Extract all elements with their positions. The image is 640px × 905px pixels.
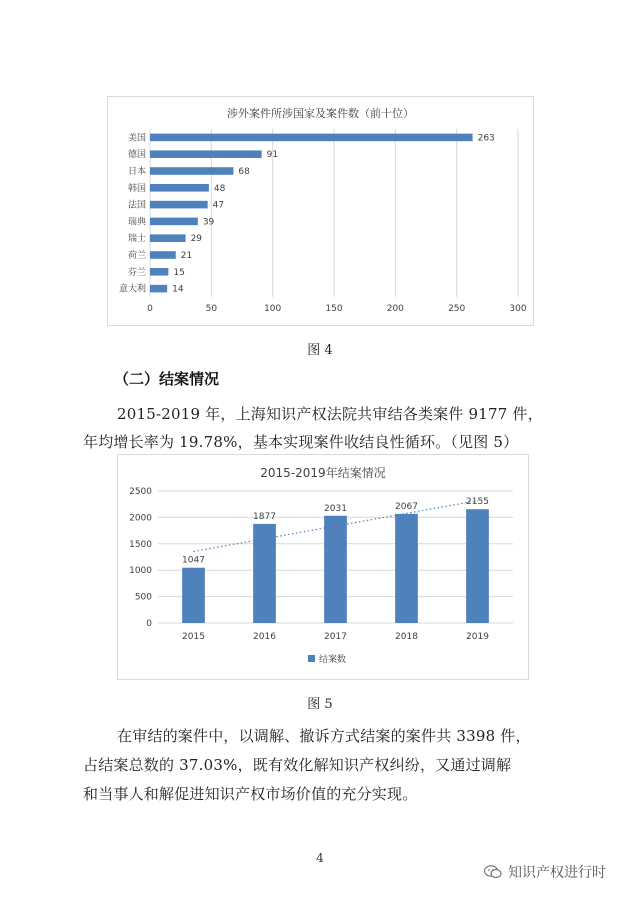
legend-label: 结案数 — [319, 655, 347, 665]
data-label: 14 — [172, 284, 184, 295]
data-label: 2067 — [395, 501, 418, 512]
x-tick-label: 100 — [264, 304, 282, 314]
x-tick-label: 250 — [448, 304, 466, 314]
bar — [150, 134, 473, 142]
bar — [150, 234, 186, 242]
column-chart-svg — [118, 455, 528, 679]
chart-title: 2015-2019年结案情况 — [260, 466, 386, 480]
page-number: 4 — [316, 851, 324, 865]
category-label: 芬兰 — [127, 267, 146, 278]
data-label: 2155 — [466, 497, 489, 508]
bar — [150, 268, 168, 276]
data-label: 39 — [202, 217, 215, 228]
chart-closed-cases — [117, 454, 529, 680]
y-tick-label: 1500 — [129, 539, 152, 550]
x-tick-label: 200 — [386, 304, 404, 314]
section-heading: （二）结案情况 — [114, 370, 220, 388]
data-label: 1047 — [182, 555, 205, 566]
data-label: 2031 — [324, 503, 347, 514]
y-tick-label: 0 — [146, 619, 152, 629]
x-tick-label: 150 — [325, 304, 343, 314]
x-tick-label: 300 — [509, 304, 527, 314]
category-label: 法国 — [127, 200, 146, 211]
paragraph-line: 2015-2019 年，上海知识产权法院共审结各类案件 9177 件， — [117, 405, 543, 423]
bar — [150, 201, 208, 209]
figure-caption-4: 图 4 — [307, 343, 333, 358]
bar — [150, 285, 167, 293]
bar — [150, 218, 198, 226]
x-tick-label: 2017 — [324, 632, 347, 642]
y-tick-label: 1000 — [129, 566, 152, 577]
category-label: 美国 — [127, 133, 146, 144]
data-label: 68 — [238, 167, 250, 177]
paragraph-line: 在审结的案件中，以调解、撤诉方式结案的案件共 3398 件， — [117, 727, 531, 745]
category-label: 瑞士 — [127, 234, 146, 245]
x-tick-label: 50 — [205, 304, 218, 314]
category-label: 荷兰 — [127, 251, 146, 261]
data-label: 21 — [180, 251, 193, 261]
wechat-icon — [484, 865, 502, 879]
y-tick-label: 2000 — [129, 513, 152, 524]
chart-title: 涉外案件所涉国家及案件数（前十位） — [227, 107, 414, 120]
bar — [324, 516, 347, 623]
bar — [395, 514, 418, 623]
category-label: 意大利 — [118, 284, 146, 295]
bar — [150, 184, 209, 192]
legend-swatch — [308, 655, 315, 662]
bar — [150, 150, 262, 158]
figure-caption-5: 图 5 — [307, 697, 333, 712]
watermark — [484, 862, 606, 882]
bar-chart-svg — [108, 97, 533, 325]
paragraph-line: 年均增长率为 19.78%，基本实现案件收结良性循环。（见图 5） — [83, 433, 519, 451]
category-label: 瑞典 — [127, 217, 146, 228]
category-label: 日本 — [127, 167, 146, 177]
data-label: 48 — [213, 183, 226, 194]
x-tick-label: 2019 — [466, 632, 489, 642]
paragraph-line: 占结案总数的 37.03%，既有效化解知识产权纠纷，又通过调解 — [83, 756, 512, 774]
data-label: 15 — [173, 267, 185, 278]
bar — [182, 568, 205, 623]
bar — [150, 251, 176, 259]
watermark-text: 知识产权进行时 — [508, 865, 606, 881]
category-label: 韩国 — [127, 183, 146, 194]
data-label: 29 — [190, 234, 203, 245]
data-label: 1877 — [253, 511, 276, 522]
data-label: 91 — [266, 150, 279, 161]
x-tick-label: 0 — [147, 304, 153, 314]
bar — [466, 509, 489, 623]
data-label: 263 — [477, 133, 495, 144]
x-tick-label: 2018 — [395, 632, 418, 642]
category-label: 德国 — [127, 150, 146, 161]
chart-foreign-cases — [107, 96, 534, 326]
x-tick-label: 2015 — [182, 632, 205, 642]
y-tick-label: 2500 — [129, 487, 152, 497]
x-tick-label: 2016 — [253, 632, 276, 642]
data-label: 47 — [212, 200, 225, 211]
bar — [150, 167, 233, 175]
paragraph-line: 和当事人和解促进知识产权市场价值的充分实现。 — [83, 785, 418, 803]
y-tick-label: 500 — [134, 592, 152, 603]
